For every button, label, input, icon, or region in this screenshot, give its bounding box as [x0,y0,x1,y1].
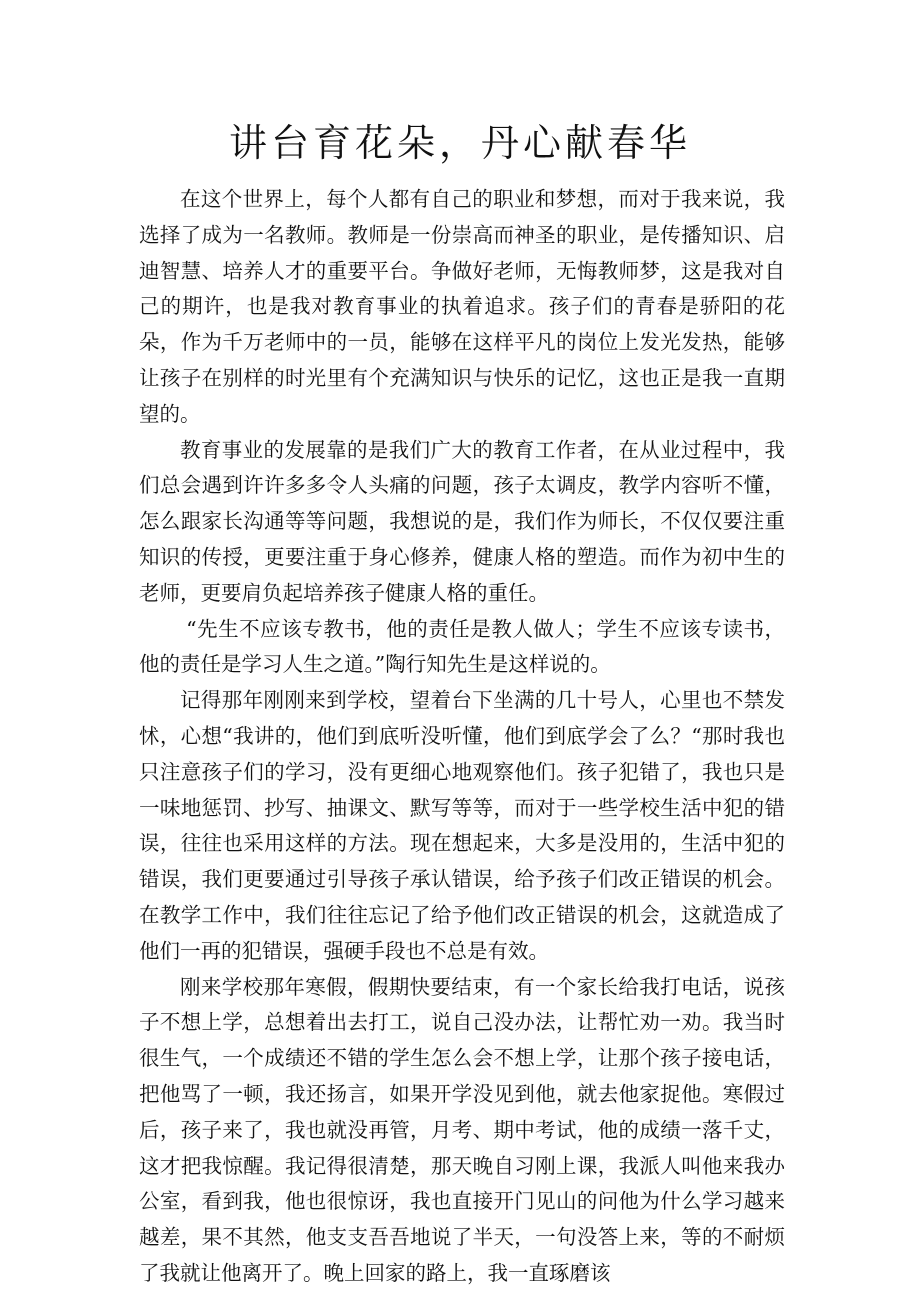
paragraph-4: 记得那年刚刚来到学校，望着台下坐满的几十号人，心里也不禁发怵，心想“我讲的，他们到底听没听懂，他们到底学会了么？“那时我也只注意孩子们的学习，没有更细心地观察他们。孩子犯错了，我也只是一味地惩罚、抄写、抽课文、默写等等，而对于一些学校生活中犯的错误，往往也采用这样的方法。现在想起来，大多是没用的，生活中犯的错误，我们更要通过引导孩子承认错误，给予孩子们改正错误的机会。在教学工作中，我们往往忘记了给予他们改正错误的机会，这就造成了他们一再的犯错误，强硬手段也不总是有效。 [139,688,785,963]
page-title: 讲台育花朵，丹心献春华 [228,121,691,165]
article-body [139,182,785,1292]
paragraph-3-quote: “先生不应该专教书，他的责任是教人做人；学生不应该专读书，他的责任是学习人生之道。”陶行知先生是这样说的。 [139,616,785,677]
paragraph-2: 教育事业的发展靠的是我们广大的教育工作者，在从业过程中，我们总会遇到许许多多令人头痛的问题，孩子太调皮，教学内容听不懂，怎么跟家长沟通等等问题，我想说的是，我们作为师长，不仅仅要注重知识的传授，更要注重于身心修养，健康人格的塑造。而作为初中生的老师，更要肩负起培养孩子健康人格的重任。 [139,437,785,605]
paragraph-5: 刚来学校那年寒假，假期快要结束，有一个家长给我打电话，说孩子不想上学，总想着出去打工，说自己没办法，让帮忙劝一劝。我当时很生气，一个成绩还不错的学生怎么会不想上学，让那个孩子接电话，把他骂了一顿，我还扬言，如果开学没见到他，就去他家捉他。寒假过后，孩子来了，我也就没再管，月考、期中考试，他的成绩一落千丈，这才把我惊醒。我记得很清楚，那天晚自习刚上课，我派人叫他来我办公室，看到我，他也很惊讶，我也直接开门见山的问他为什么学习越来越差，果不其然，他支支吾吾地说了半天，一句没答上来，等的不耐烦了我就让他离开了。晚上回家的路上，我一直琢磨该 [139,974,785,1285]
paragraph-1: 在这个世界上，每个人都有自己的职业和梦想，而对于我来说，我选择了成为一名教师。教师是一份崇高而神圣的职业，是传播知识、启迪智慧、培养人才的重要平台。争做好老师，无悔教师梦，这是我对自己的期许，也是我对教育事业的执着追求。孩子们的青春是骄阳的花朵，作为千万老师中的一员，能够在这样平凡的岗位上发光发热，能够让孩子在别样的时光里有个充满知识与快乐的记忆，这也正是我一直期望的。 [139,187,785,426]
